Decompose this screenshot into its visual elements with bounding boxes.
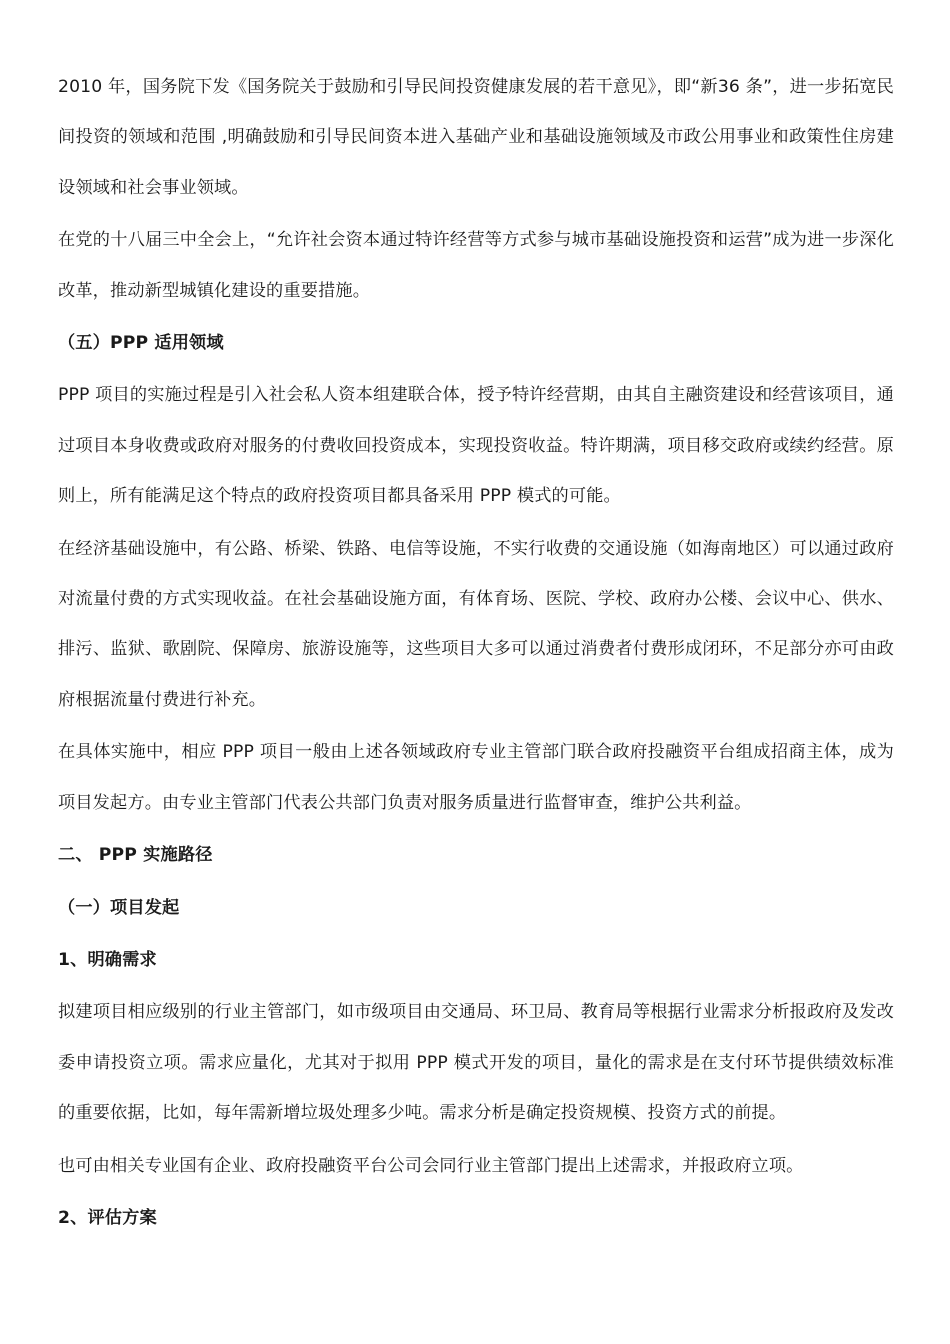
paragraph-soe-proposal: 也可由相关专业国有企业、政府投融资平台公司会同行业主管部门提出上述需求，并报政府立项。 [58, 1155, 804, 1176]
paragraph-ppp-process: PPP 项目的实施过程是引入社会私人资本组建联合体，授予特许经营期，由其自主融资建设和经营该项目，通过项目本身收费或政府对服务的付费收回投资成本，实现投资收益。特许期满，项目移交政府或续约经营。原则上，所有能满足这个特点的政府投资项目都具备采用 PPP 模式的可能。 [58, 385, 894, 507]
heading-ppp-applicable-fields: （五）PPP 适用领域 [58, 333, 224, 354]
heading-project-initiation: （一）项目发起 [58, 897, 180, 918]
paragraph-third-plenum: 在党的十八届三中全会上，“允许社会资本通过特许经营等方式参与城市基础设施投资和运营”成为进一步深化改革，推动新型城镇化建设的重要措施。 [58, 230, 894, 301]
document-page [58, 62, 894, 1245]
heading-evaluate-plan: 2、评估方案 [58, 1207, 157, 1228]
paragraph-new36-policy: 2010 年，国务院下发《国务院关于鼓励和引导民间投资健康发展的若干意见》，即“新36 条”，进一步拓宽民间投资的领域和范围 ,明确鼓励和引导民间资本进入基础产业和基础设施领域及市政公用事业和政策性住房建设领域和社会事业领域。 [58, 77, 894, 198]
heading-clarify-demand: 1、明确需求 [58, 949, 157, 970]
paragraph-infrastructure-examples: 在经济基础设施中，有公路、桥梁、铁路、电信等设施，不实行收费的交通设施（如海南地区）可以通过政府对流量付费的方式实现收益。在社会基础设施方面，有体育场、医院、学校、政府办公楼、会议中心、供水、排污、监狱、歌剧院、保障房、旅游设施等，这些项目大多可以通过消费者付费形成闭环，不足部分亦可由政府根据流量付费进行补充。 [58, 538, 894, 710]
paragraph-implementation-sponsor: 在具体实施中，相应 PPP 项目一般由上述各领域政府专业主管部门联合政府投融资平台组成招商主体，成为项目发起方。由专业主管部门代表公共部门负责对服务质量进行监督审查，维护公共利益。 [58, 742, 894, 813]
paragraph-demand-analysis: 拟建项目相应级别的行业主管部门，如市级项目由交通局、环卫局、教育局等根据行业需求分析报政府及发改委申请投资立项。需求应量化，尤其对于拟用 PPP 模式开发的项目，量化的需求是在支付环节提供绩效标准的重要依据，比如，每年需新增垃圾处理多少吨。需求分析是确定投资规模、投资方式的前提。 [58, 1002, 894, 1124]
heading-ppp-implementation-path: 二、 PPP 实施路径 [58, 845, 213, 866]
